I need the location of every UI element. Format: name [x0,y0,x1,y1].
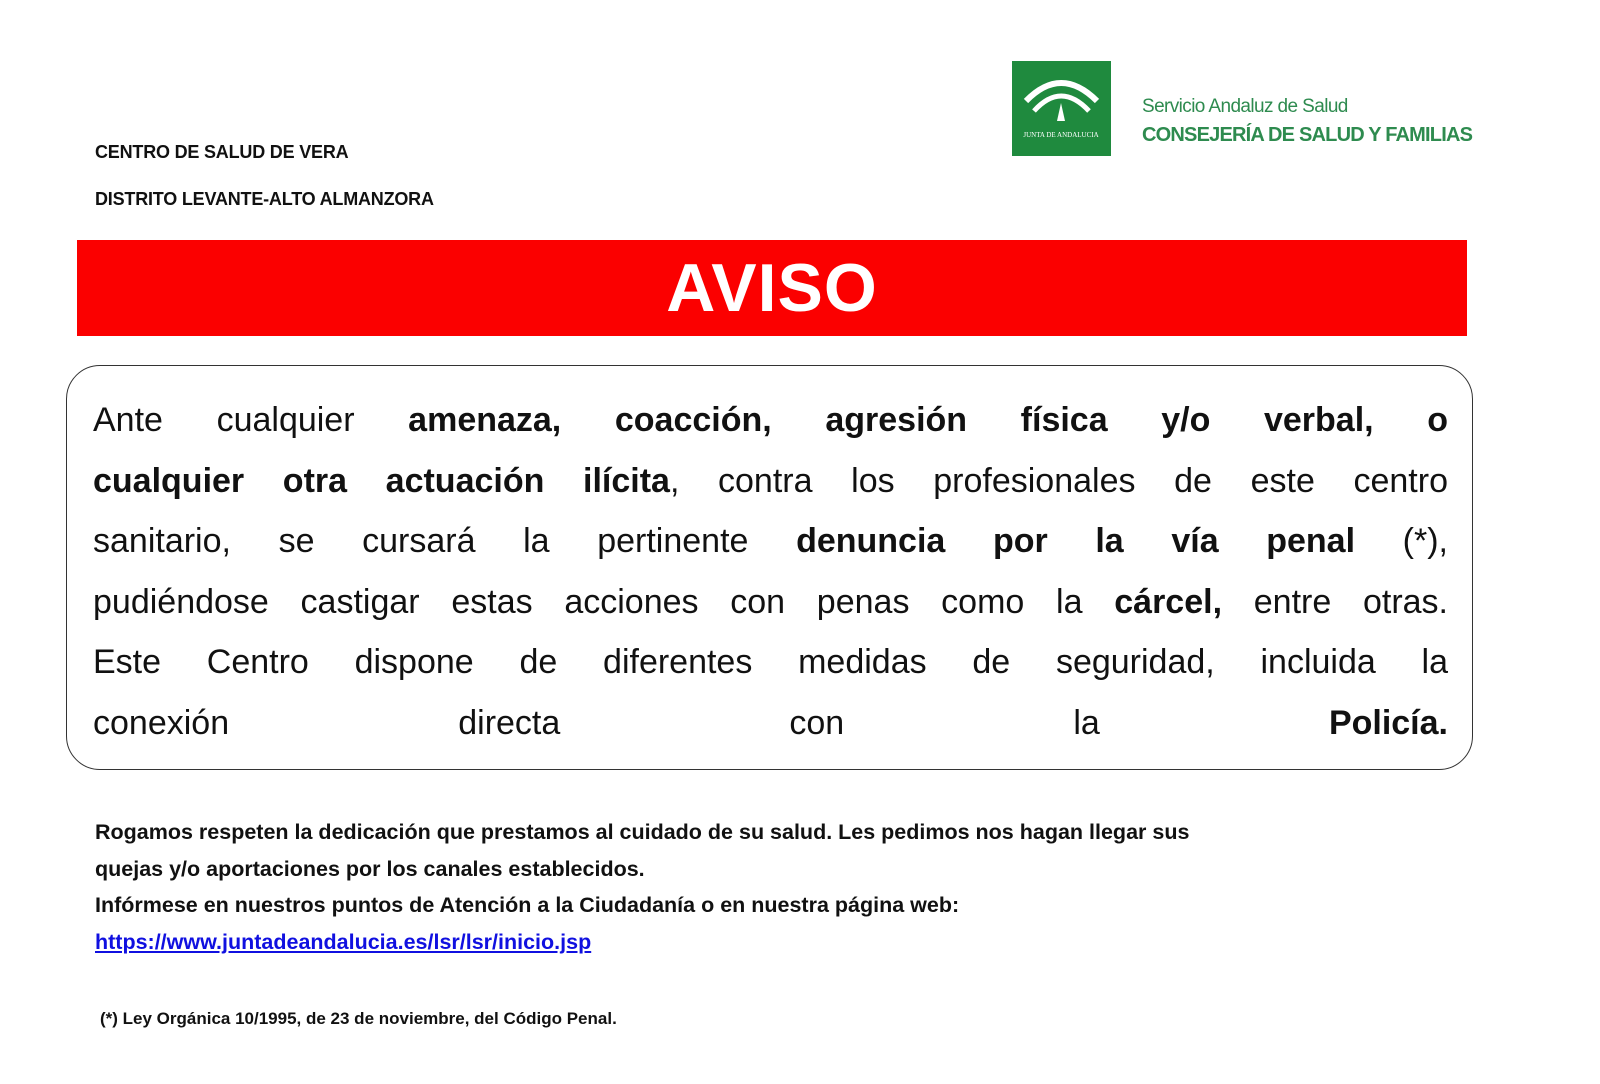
district-name: DISTRITO LEVANTE-ALTO ALMANZORA [95,189,434,209]
org-ministry: CONSEJERÍA DE SALUD Y FAMILIAS [1142,124,1473,146]
footer-line: quejas y/o aportaciones por los canales establecidos. [95,856,645,881]
notice-emphasis: amenaza, coacción, agresión física y/o verbal, o [408,401,1448,439]
footer-line: Infórmese en nuestros puntos de Atención a la Ciudadanía o en nuestra página web: [95,893,960,917]
notice-line [93,632,1448,693]
footer-text [95,814,1455,960]
website-link[interactable]: https://www.juntadeandalucia.es/lsr/lsr/inicio.jsp [95,929,592,954]
notice-segment: sanitario, se cursará la pertinente [93,522,797,560]
center-name: CENTRO DE SALUD DE VERA [95,142,349,162]
legal-footnote: (*) Ley Orgánica 10/1995, de 23 de noviembre, del Código Penal. [100,1009,617,1028]
footer-line: Rogamos respeten la dedicación que prestamos al cuidado de su salud. Les pedimos nos hagan llegar sus [95,820,1190,844]
notice-line [93,572,1448,633]
notice-line [93,511,1448,572]
junta-arch-icon [1012,61,1111,156]
notice-segment: Ante cualquier [93,401,409,439]
svg-text:JUNTA DE ANDALUCIA: JUNTA DE ANDALUCIA [1023,131,1099,139]
notice-emphasis: Policía. [1328,703,1448,742]
notice-line [93,693,1448,754]
notice-line [93,451,1448,512]
notice-emphasis: cárcel, [1114,582,1223,621]
notice-segment: pudiéndose castigar estas acciones con penas como la [93,582,1115,621]
org-service: Servicio Andaluz de Salud [1142,96,1348,117]
notice-segment: (*), [1355,522,1448,560]
notice-segment: entre otras. [1222,582,1449,621]
notice-emphasis: cualquier otra actuación ilícita [93,461,670,500]
banner-title: AVISO [666,250,878,326]
notice-line [93,390,1448,451]
notice-segment: , contra los profesionales de este centro [669,461,1448,500]
notice-segment: conexión directa con la [93,703,1329,742]
junta-andalucia-logo [1012,61,1111,156]
notice-text [93,390,1448,753]
aviso-banner [77,240,1467,336]
notice-segment: Este Centro dispone de diferentes medidas de seguridad, incluida la [93,643,1448,681]
notice-emphasis: denuncia por la vía penal [796,522,1356,560]
